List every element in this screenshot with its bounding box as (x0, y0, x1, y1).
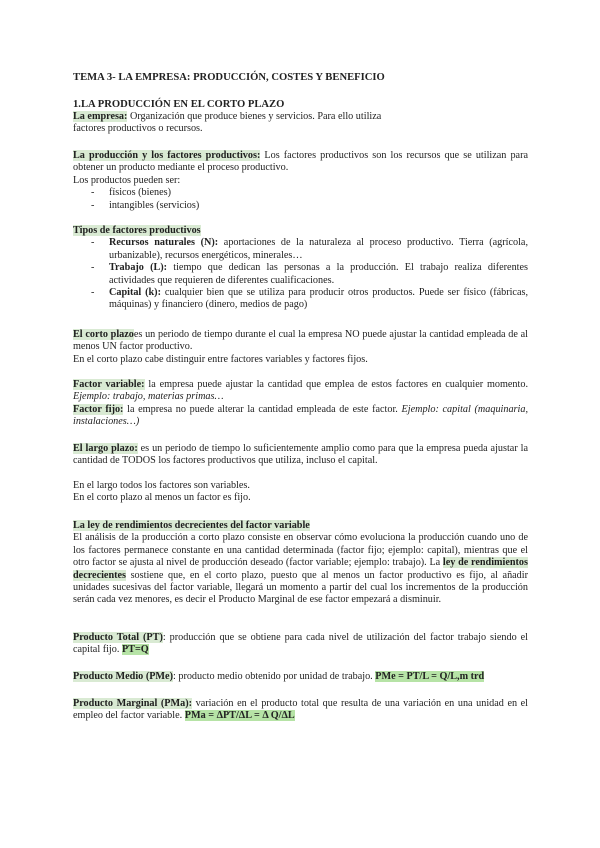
factor-term: Trabajo (L): (109, 262, 168, 274)
variable-text: la empresa puede ajustar la cantidad que emplea de estos factores en cualquier momento. (144, 379, 528, 390)
corto-text2: En el corto plazo cabe distinguir entre factores variables y factores fijos. (73, 353, 368, 365)
factor-term: Recursos naturales (N): (109, 237, 219, 249)
term-factor-variable: Factor variable: (73, 379, 145, 390)
pme-text: : producto medio obtenido por unidad de trabajo. (172, 671, 376, 682)
paragraph-factores (73, 379, 528, 429)
term-producto-marginal: Producto Marginal (PMa): (73, 698, 193, 709)
empresa-line2: factores productivos o recursos. (73, 123, 203, 135)
paragraph-empresa (73, 111, 528, 136)
paragraph-produccion (73, 150, 528, 212)
paragraph-pt (73, 632, 528, 657)
term-producto-total: Producto Total (PT) (73, 632, 163, 643)
produccion-text: Los factores productivos son los recursos que se utilizan para obtener un producto mediante el proceso productivo. (73, 150, 528, 174)
tipos-heading: Tipos de factores productivos (73, 225, 201, 236)
factors-list (73, 237, 528, 311)
section-heading: 1.LA PRODUCCIÓN EN EL CORTO PLAZO (73, 99, 285, 110)
produccion-intro: Los productos pueden ser: (73, 174, 181, 186)
factor-text: cualquier bien que se utiliza para producir otros productos. Puede ser físico (fábricas, máquinas) y financiero (dinero, medios de pago) (109, 287, 528, 311)
pt-formula: PT=Q (121, 644, 149, 656)
term-empresa: La empresa: (73, 111, 128, 122)
pma-text: variación en el producto total que resulta de una variación en una unidad en el empleo del factor variable. (73, 698, 528, 722)
term-corto-plazo: El corto plazo (73, 329, 134, 340)
list-item: - intangibles (servicios) (73, 200, 528, 212)
factor-text: aportaciones de la naturaleza al proceso productivo. Tierra (agrícola, urbanizable), recursos energéticos, minerales… (109, 237, 528, 261)
term-produccion: La producción y los factores productivos: (73, 150, 261, 161)
factor-term: Capital (k): (109, 287, 161, 299)
largo-line2: En el corto plazo al menos un factor es fijo. (73, 492, 251, 504)
list-item (73, 262, 528, 287)
fijo-text: la empresa no puede alterar la cantidad empleada de este factor. (123, 403, 402, 415)
list-item: - físicos (bienes) (73, 187, 528, 199)
largo-text: es un periodo de tiempo lo suficientemente amplio como para que la empresa pueda ajustar la cantidad de TODOS los factores productivos que utiliza, incluso el capital. (73, 443, 528, 467)
pt-text: : producción que se obtiene para cada nivel de utilización del factor trabajo siendo el capital fijo. (73, 632, 528, 656)
term-largo-plazo: El largo plazo: (73, 443, 138, 454)
ley-text1: El análisis de la producción a corto plazo consiste en observar cómo evoluciona la producción cuando uno de los factores permanece constante en una cantidad determinada (factor fijo; ejemplo: capital), mientras que el otro factor se ajusta al nivel de producción deseado (factor variable; ejemplo: trabajo). La (73, 532, 528, 569)
ley-heading: La ley de rendimientos decrecientes del factor variable (73, 520, 310, 531)
paragraph-pma (73, 698, 528, 723)
pma-formula: PMa = ΔPT/ΔL = Δ Q/ΔL (184, 710, 295, 722)
largo-line1: En el largo todos los factores son variables. (73, 479, 250, 491)
list-item (73, 237, 528, 262)
term-producto-medio: Producto Medio (PMe) (73, 671, 173, 682)
ley-text2: sostiene que, en el corto plazo, puesto que al menos un factor productivo es fijo, al añadir unidades sucesivas del factor variable, llegará un momento a partir del cual los incrementos de la producción serán cada vez menores, es decir el Producto Marginal de ese factor empezará a disminuir. (73, 569, 528, 606)
empresa-line1: Organización que produce bienes y servicios. Para ello utiliza (127, 111, 382, 122)
page-title: TEMA 3- LA EMPRESA: PRODUCCIÓN, COSTES Y BENEFICIO (73, 72, 385, 83)
paragraph-corto-plazo (73, 329, 528, 366)
list-item (73, 287, 528, 312)
term-ley: ley de rendimientos decrecientes (73, 557, 528, 581)
paragraph-tipos (73, 225, 528, 312)
variable-example: Ejemplo: trabajo, materias primas… (73, 391, 224, 403)
products-list (73, 187, 528, 212)
term-factor-fijo: Factor fijo: (73, 403, 124, 415)
factor-text: tiempo que dedican las personas a la producción. El trabajo realiza diferentes actividades que requieren de diferentes cualificaciones. (109, 262, 528, 286)
paragraph-ley (73, 520, 528, 607)
fijo-example: Ejemplo: capital (maquinaria, instalaciones…) (73, 403, 528, 428)
pme-formula: PMe = PT/L = Q/L,m trd (375, 671, 485, 682)
paragraph-largo-plazo (73, 443, 528, 505)
corto-text: es un periodo de tiempo durante el cual la empresa NO puede ajustar la cantidad empleada de al menos UN factor productivo. (73, 329, 528, 353)
paragraph-pme (73, 671, 528, 683)
